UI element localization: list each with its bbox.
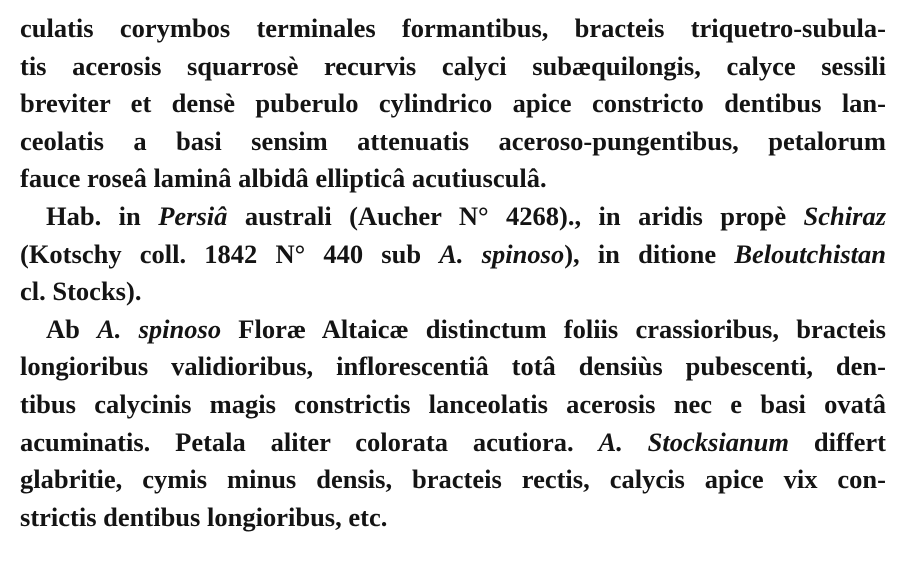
paragraph-description <box>20 10 886 198</box>
text-segment: longioribus validioribus, inflorescentiâ totâ densiùs pubescenti, den- <box>20 351 886 382</box>
text-line <box>20 48 886 86</box>
text-segment-italic: A. spinoso <box>97 313 222 344</box>
text-line <box>20 499 886 537</box>
text-segment: australi (Aucher N° 4268)., in aridis propè <box>227 200 804 231</box>
text-line <box>20 348 886 386</box>
text-segment: ), in ditione <box>564 238 735 269</box>
text-segment: cl. Stocks). <box>20 276 142 307</box>
text-line <box>20 273 886 311</box>
text-segment: breviter et densè puberulo cylindrico apice constricto dentibus lan- <box>20 88 886 119</box>
text-segment: (Kotschy coll. 1842 N° 440 sub <box>20 238 440 269</box>
text-segment: fauce roseâ laminâ albidâ ellipticâ acutiusculâ. <box>20 163 547 194</box>
text-line <box>20 198 886 236</box>
text-segment: glabritie, cymis minus densis, bracteis rectis, calycis apice vix con- <box>20 464 886 495</box>
text-line <box>20 424 886 462</box>
text-segment: strictis dentibus longioribus, etc. <box>20 501 388 532</box>
text-segment-italic: Beloutchistan <box>734 238 886 269</box>
text-segment: tis acerosis squarrosè recurvis calyci subæquilongis, calyce sessili <box>20 50 886 81</box>
text-segment: Ab <box>46 313 98 344</box>
text-segment: ceolatis a basi sensim attenuatis aceroso-pungentibus, petalorum <box>20 125 886 156</box>
text-line <box>20 123 886 161</box>
text-segment-italic: Schiraz <box>803 200 887 231</box>
text-line <box>20 236 886 274</box>
paragraph-habitat <box>20 198 886 311</box>
text-segment-italic: A. spinoso <box>439 238 565 269</box>
document-page <box>20 10 886 536</box>
text-segment: Hab. in <box>46 200 159 231</box>
text-line <box>20 10 886 48</box>
text-segment: acuminatis. Petala aliter colorata acutiora. <box>20 426 599 457</box>
text-segment: culatis corymbos terminales formantibus, bracteis triquetro-subula- <box>20 13 886 43</box>
text-segment-italic: A. Stocksianum <box>598 426 790 457</box>
text-line <box>20 311 886 349</box>
text-line <box>20 461 886 499</box>
text-segment: differt <box>789 426 886 457</box>
text-line <box>20 85 886 123</box>
text-segment: Floræ Altaicæ distinctum foliis crassioribus, bracteis <box>221 313 886 344</box>
text-line <box>20 160 886 198</box>
paragraph-comparison <box>20 311 886 537</box>
text-segment-italic: Persiâ <box>158 200 228 231</box>
text-line <box>20 386 886 424</box>
text-segment: tibus calycinis magis constrictis lanceolatis acerosis nec e basi ovatâ <box>20 388 886 419</box>
